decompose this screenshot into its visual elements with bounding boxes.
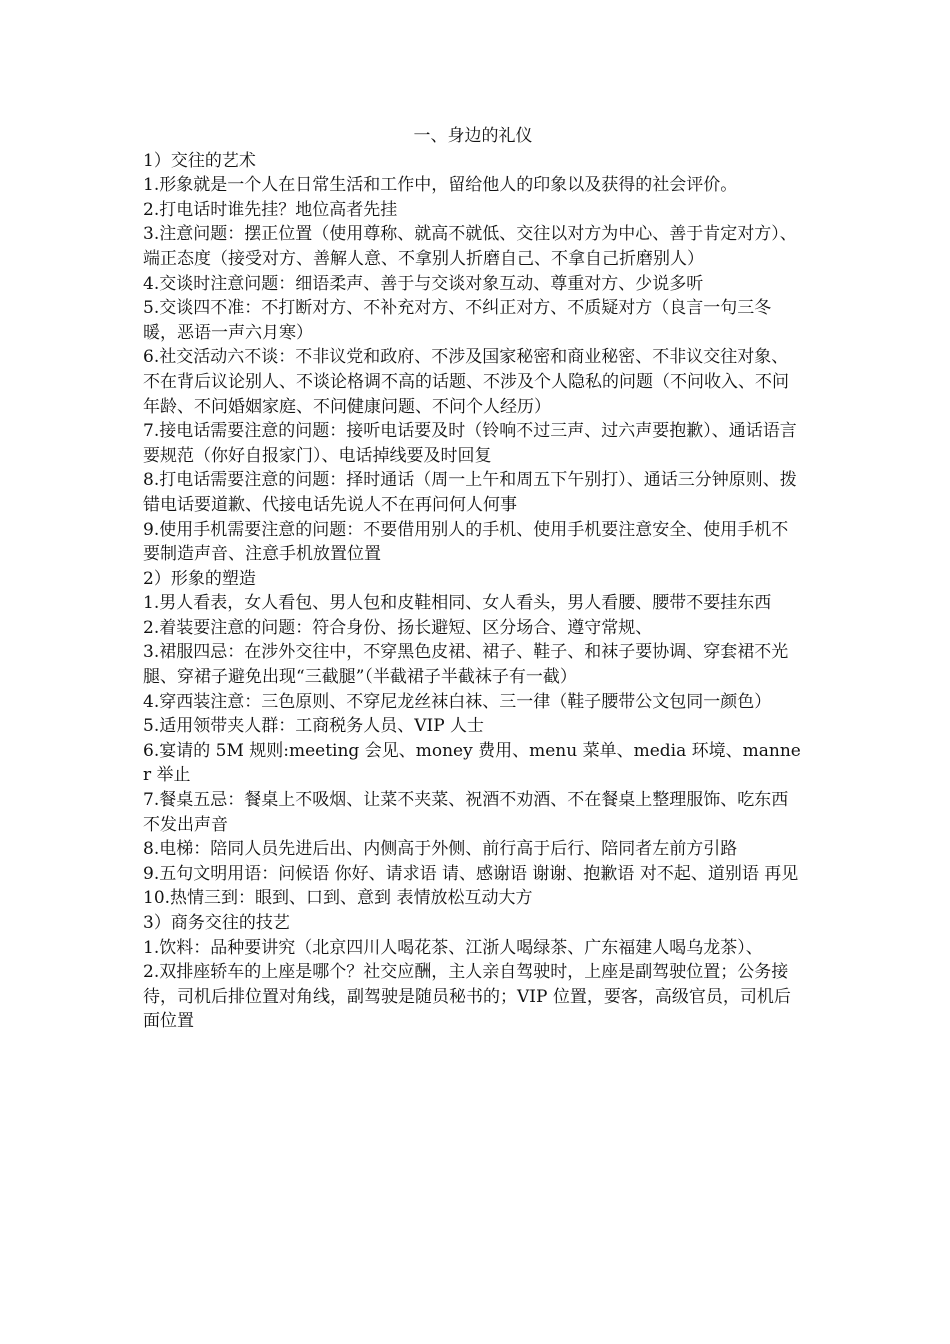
text-line: 8.打电话需要注意的问题：择时通话（周一上午和周五下午别打）、通话三分钟原则、拨错电话要道歉、代接电话先说人不在再问何人何事 (143, 470, 797, 515)
text-line: 2.着装要注意的问题：符合身份、扬长避短、区分场合、遵守常规、 (143, 617, 653, 638)
text-line: 9.五句文明用语：问候语 你好、请求语 请、感谢语 谢谢、抱歉语 对不起、道别语 再见 (143, 863, 799, 884)
text-line: 1.男人看表，女人看包、男人包和皮鞋相同、女人看头，男人看腰、腰带不要挂东西 (143, 593, 772, 614)
text-line: 4.交谈时注意问题：细语柔声、善于与交谈对象互动、尊重对方、少说多听 (143, 273, 704, 294)
text-line: 6.宴请的 5M 规则:meeting 会见、money 费用、menu 菜单、media 环境、manner 举止 (143, 740, 801, 786)
text-line-section-1: 1）交往的艺术 (143, 150, 256, 171)
text-line: 9.使用手机需要注意的问题：不要借用别人的手机、使用手机要注意安全、使用手机不要制造声音、注意手机放置位置 (143, 519, 789, 565)
text-line: 5.适用领带夹人群：工商税务人员、VIP 人士 (143, 716, 485, 737)
text-line: 8.电梯：陪同人员先进后出、内侧高于外侧、前行高于后行、陪同者左前方引路 (143, 839, 738, 860)
text-line: 1.形象就是一个人在日常生活和工作中，留给他人的印象以及获得的社会评价。 (143, 175, 738, 196)
text-line: 7.接电话需要注意的问题：接听电话要及时（铃响不过三声、过六声要抱歉）、通话语言要规范（你好自报家门）、电话掉线要及时回复 (143, 421, 797, 466)
text-line: 2.双排座轿车的上座是哪个？社交应酬，主人亲自驾驶时，上座是副驾驶位置；公务接待，司机后排位置对角线，副驾驶是随员秘书的；VIP 位置，要客，高级官员，司机后面位置 (143, 962, 791, 1032)
text-line: 1.饮料：品种要讲究（北京四川人喝花茶、江浙人喝绿茶、广东福建人喝乌龙茶）、 (143, 937, 763, 958)
text-line: 2.打电话时谁先挂？地位高者先挂 (143, 199, 398, 220)
text-line: 3.裙服四忌：在涉外交往中，不穿黑色皮裙、裙子、鞋子、和袜子要协调、穿套裙不光腿、穿裙子避免出现“三截腿”（半截裙子半截袜子有一截） (143, 642, 789, 688)
text-line: 7.餐桌五忌：餐桌上不吸烟、让菜不夹菜、祝酒不劝酒、不在餐桌上整理服饰、吃东西不发出声音 (143, 790, 789, 835)
text-line: 4.穿西装注意：三色原则、不穿尼龙丝袜白袜、三一律（鞋子腰带公文包同一颜色） (143, 691, 772, 712)
text-line-section-2: 2）形象的塑造 (143, 568, 256, 589)
text-line: 10.热情三到：眼到、口到、意到 表情放松互动大方 (143, 888, 533, 909)
text-line: 3.注意问题：摆正位置（使用尊称、就高不就低、交往以对方为中心、善于肯定对方）、端正态度（接受对方、善解人意、不拿别人折磨自己、不拿自己折磨别人） (143, 224, 797, 269)
text-line-section-3: 3）商务交往的技艺 (143, 913, 290, 933)
text-line: 6.社交活动六不谈：不非议党和政府、不涉及国家秘密和商业秘密、不非议交往对象、不在背后议论别人、不谈论格调不高的话题、不涉及个人隐私的问题（不问收入、不问年龄、不问婚姻家庭、不问健康问题、不问个人经历） (143, 347, 789, 417)
document-body (143, 124, 803, 1034)
text-line: 5.交谈四不准：不打断对方、不补充对方、不纠正对方、不质疑对方（良言一句三冬暖，恶语一声六月寒） (143, 298, 772, 343)
document-title: 一、身边的礼仪 (413, 126, 533, 146)
